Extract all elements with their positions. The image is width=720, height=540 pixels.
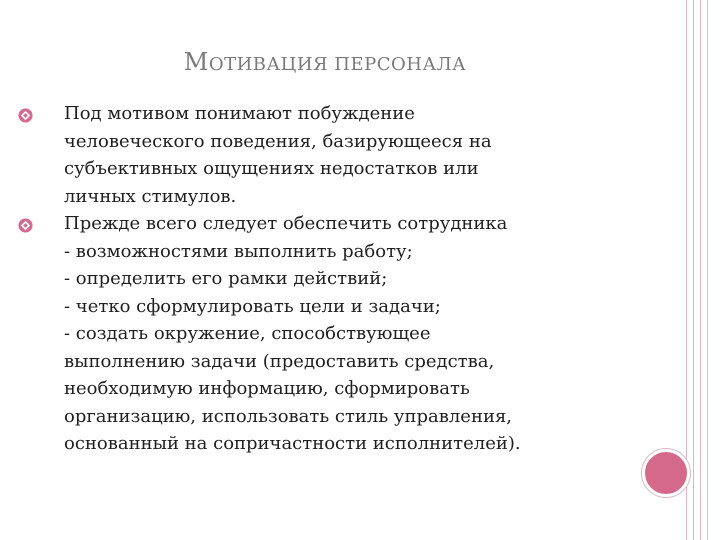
paragraph-line: - определить его рамки действий; bbox=[64, 268, 388, 289]
paragraph-line: - четко сформулировать цели и задачи; bbox=[64, 295, 441, 317]
paragraph-line: Под мотивом понимают побуждение bbox=[64, 103, 415, 124]
paragraph-line: - возможностями выполнить работу; bbox=[64, 240, 413, 262]
paragraph-line: личных стимулов. bbox=[64, 185, 237, 207]
paragraph-line: субъективных ощущениях недостатков или bbox=[64, 158, 479, 179]
paragraph-line: основанный на сопричастности исполнителей). bbox=[64, 433, 521, 454]
slide-border-line-2 bbox=[693, 0, 694, 540]
paragraph-line: организацию, использовать стиль управления, bbox=[64, 405, 513, 427]
slide-content bbox=[64, 100, 624, 458]
slide-title-rest: ОТИВАЦИЯ ПЕРСОНАЛА bbox=[208, 54, 467, 75]
paragraph-line: - создать окружение, способствующее bbox=[64, 323, 431, 344]
slide-border-line-4 bbox=[707, 0, 708, 540]
bullet-paragraph-1 bbox=[64, 100, 624, 210]
paragraph-line: выполнению задачи (предоставить средства, bbox=[64, 350, 495, 372]
paragraph-line: необходимую информацию, сформировать bbox=[64, 378, 470, 399]
pink-diamond-bullet-icon bbox=[18, 218, 33, 233]
pink-diamond-bullet-icon bbox=[18, 108, 33, 123]
bullet-paragraph-2 bbox=[64, 210, 624, 458]
decorative-pink-circle bbox=[642, 449, 690, 497]
paragraph-line: Прежде всего следует обеспечить сотрудника bbox=[64, 213, 508, 234]
paragraph-line: человеческого поведения, базирующееся на bbox=[64, 130, 492, 152]
slide-title-initial: М bbox=[183, 48, 209, 76]
slide-title bbox=[0, 48, 650, 76]
slide-border-line-3 bbox=[700, 0, 701, 540]
